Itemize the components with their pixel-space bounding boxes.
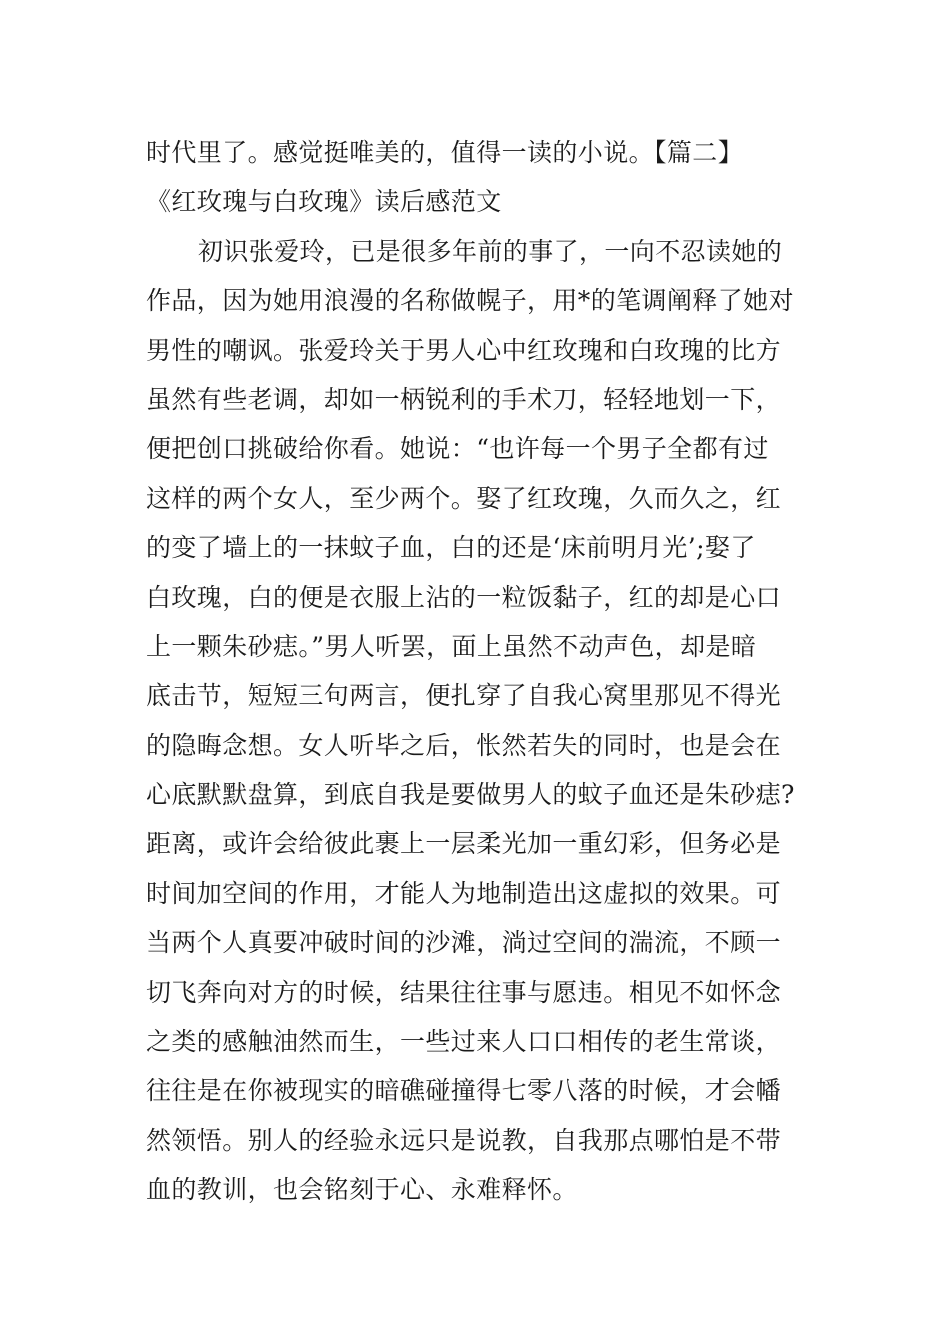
text-line: 的变了墙上的一抹蚊子血，白的还是‘床前明月光’;娶了	[146, 533, 756, 563]
text-line: 白玫瑰，白的便是衣服上沾的一粒饭黏子，红的却是心口	[146, 582, 782, 612]
section-title-line: 《红玫瑰与白玫瑰》读后感范文	[146, 187, 502, 217]
text-line: 当两个人真要冲破时间的沙滩，淌过空间的湍流，不顾一	[146, 928, 782, 958]
text-line: 这样的两个女人，至少两个。娶了红玫瑰，久而久之，红	[146, 483, 782, 513]
text-line: 男性的嘲讽。张爱玲关于男人心中红玫瑰和白玫瑰的比方	[146, 335, 782, 365]
text-line: 然领悟。别人的经验永远只是说教，自我那点哪怕是不带	[146, 1125, 782, 1155]
body-text	[146, 128, 826, 1215]
text-line: 作品，因为她用浪漫的名称做幌子，用*的笔调阐释了她对	[146, 286, 794, 316]
text-line: 的隐晦念想。女人听毕之后，怅然若失的同时，也是会在	[146, 730, 782, 760]
text-line: 时间加空间的作用，才能人为地制造出这虚拟的效果。可	[146, 878, 782, 908]
text-line: 时代里了。感觉挺唯美的，值得一读的小说。【篇二】	[146, 138, 744, 167]
text-line: 上一颗朱砂痣。”男人听罢，面上虽然不动声色，却是暗	[146, 631, 757, 661]
text-line: 切飞奔向对方的时候，结果往往事与愿违。相见不如怀念	[146, 977, 782, 1007]
text-line: 底击节，短短三句两言，便扎穿了自我心窝里那见不得光	[146, 681, 782, 711]
text-line: 之类的感触油然而生，一些过来人口口相传的老生常谈，	[146, 1027, 782, 1057]
text-line: 心底默默盘算，到底自我是要做男人的蚊子血还是朱砂痣?	[146, 780, 795, 810]
text-line: 血的教训，也会铭刻于心、永难释怀。	[146, 1175, 578, 1205]
text-line: 初识张爱玲，已是很多年前的事了，一向不忍读她的	[198, 236, 783, 266]
text-line: 虽然有些老调，却如一柄锐利的手术刀，轻轻地划一下，	[146, 384, 782, 414]
text-line: 便把创口挑破给你看。她说：“也许每一个男子全都有过	[146, 434, 769, 464]
text-line: 距离，或许会给彼此裹上一层柔光加一重幻彩，但务必是	[146, 829, 782, 859]
text-line: 往往是在你被现实的暗礁碰撞得七零八落的时候，才会幡	[146, 1076, 782, 1106]
